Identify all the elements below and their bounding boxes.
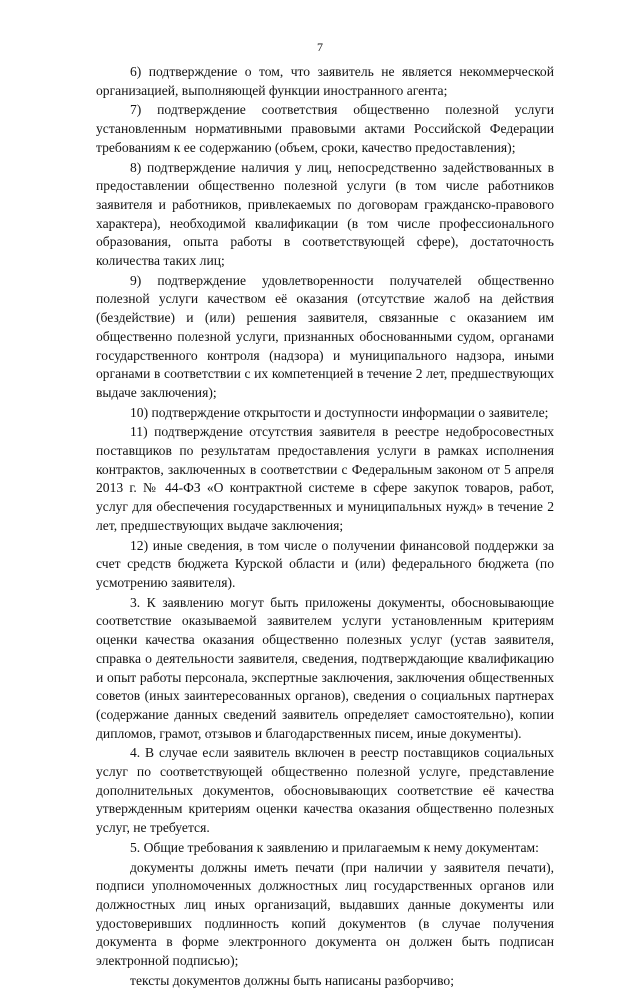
paragraph-item-6: 6) подтверждение о том, что заявитель не является некоммерческой организацией, выполняющей функции иностранного агента; — [96, 64, 554, 98]
page-number: 7 — [317, 40, 323, 54]
paragraph-item-11: 11) подтверждение отсутствия заявителя в реестре недобросовестных поставщиков по результатам предоставления услуги в рамках исполнения контрактов, заключенных в соответствии с Федеральным законом от 5 апреля 2013 г. № 44-ФЗ «О контрактной системе в сфере закупок товаров, работ, услуг для обеспечения государственных и муниципальных нужд» в течение 2 лет, предшествующих выдаче заключения; — [96, 424, 554, 533]
paragraph-section-3: 3. К заявлению могут быть приложены документы, обосновывающие соответствие оказываемой заявителем услуги установленным критериям оценки качества оказания общественно полезных услуг (устав заявителя, справка о деятельности заявителя, сведения, подтверждающие квалификацию и опыт работы персонала, экспертные заключения, заключения общественных советов (иных заинтересованных органов), сведения о социальных партнерах (содержание данных сведений заявитель определяет самостоятельно), копии дипломов, грамот, отзывов и благодарственных писем, иные документы). — [96, 594, 554, 741]
paragraph-requirement-seals: документы должны иметь печати (при наличии у заявителя печати), подписи уполномоченных должностных лиц государственных органов или должностных лиц иных организаций, выдавших данные документы или удостоверивших подлинность копий документов (в случае получения документа в форме электронного документа он должен быть подписан электронной подписью); — [96, 859, 554, 969]
paragraph-item-9: 9) подтверждение удовлетворенности получателей общественно полезной услуги качеством её оказания (отсутствие жалоб на действия (бездействие) и (или) решения заявителя, связанные с оказанием им общественно полезной услуги, признанных обоснованными судом, органами государственного контроля (надзора) и муниципального надзора, иными органами в соответствии с их компетенцией в течение 2 лет, предшествующих выдаче заключения); — [96, 272, 554, 400]
document-body — [96, 63, 554, 991]
paragraph-item-12: 12) иные сведения, в том числе о получении финансовой поддержки за счет средств бюджета Курской области и (или) федерального бюджета (по усмотрению заявителя). — [96, 537, 554, 590]
paragraph-section-4: 4. В случае если заявитель включен в реестр поставщиков социальных услуг по соответствующей общественно полезной услуге, представление дополнительных документов, обосновывающих соответствие её качества утвержденным критериям оценки качества оказания общественно полезных услуг, не требуется. — [96, 745, 554, 836]
paragraph-item-7: 7) подтверждение соответствия общественно полезной услуги установленным нормативными правовыми актами Российской Федерации требованиям к ее содержанию (объем, сроки, качество предоставления); — [96, 102, 554, 155]
paragraph-requirement-legible: тексты документов должны быть написаны разборчиво; — [130, 972, 454, 988]
paragraph-item-10: 10) подтверждение открытости и доступности информации о заявителе; — [130, 404, 549, 420]
paragraph-section-5: 5. Общие требования к заявлению и прилагаемым к нему документам: — [130, 839, 539, 855]
paragraph-item-8: 8) подтверждение наличия у лиц, непосредственно задействованных в предоставлении общественно полезной услуги (в том числе работников заявителя и работников, привлекаемых по договорам гражданско-правового характера), необходимой квалификации (в том числе профессионального образования, опыта работы в соответствующей сфере), достаточность количества таких лиц; — [96, 159, 554, 269]
